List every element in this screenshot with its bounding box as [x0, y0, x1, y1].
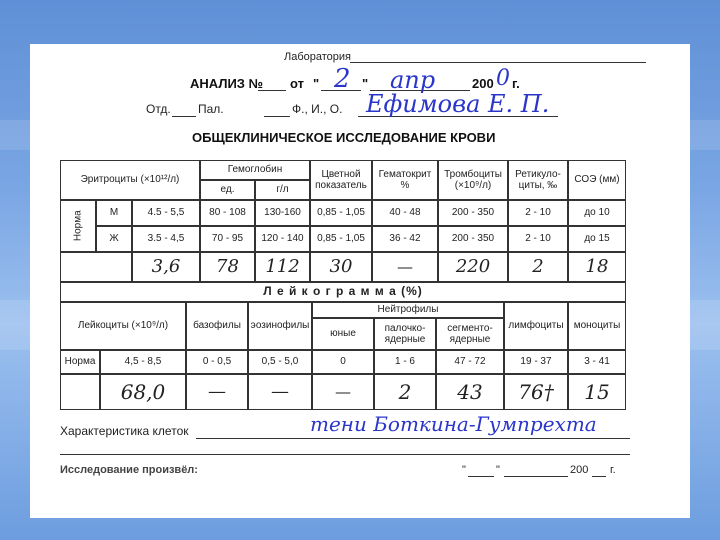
norm-male-color-index: 0,85 - 1,05: [310, 200, 372, 226]
footer-year-line: [592, 476, 606, 477]
header-platelets: Тромбоциты (×10⁹/л): [438, 160, 508, 200]
form-title: ОБЩЕКЛИНИЧЕСКОЕ ИССЛЕДОВАНИЕ КРОВИ: [192, 130, 496, 145]
header-hemoglobin-gl: г/л: [255, 180, 310, 200]
result-monocytes: 15: [568, 374, 626, 410]
result-erythrocytes: 3,6: [132, 252, 200, 282]
header-esr: СОЭ (мм): [568, 160, 626, 200]
laboratory-line: [350, 62, 646, 63]
sex-male: М: [96, 200, 132, 226]
footer-date-quote-close: ": [496, 464, 500, 476]
norm-female-platelets: 200 - 350: [438, 226, 508, 252]
leuko-norma-label: Норма: [60, 350, 100, 374]
footer-year-suffix: г.: [610, 464, 616, 476]
header-hemoglobin-units: ед.: [200, 180, 255, 200]
result-young: —: [312, 374, 374, 410]
handwritten-cells-characteristic: тени Боткина-Гумпрехта: [310, 412, 597, 436]
norm-male-erythrocytes: 4.5 - 5,5: [132, 200, 200, 226]
result-esr: 18: [568, 252, 626, 282]
fio-label: Ф., И., О.: [292, 102, 343, 116]
header-erythrocytes: Эритроциты (×10¹²/л): [60, 160, 200, 200]
date-quote-close: ": [362, 76, 369, 91]
norma-label: Норма: [72, 210, 84, 242]
header-segmented: сегменто-ядерные: [436, 318, 504, 350]
result-hematocrit: —: [372, 252, 438, 282]
handwritten-day: 2: [334, 64, 351, 94]
header-basophils: базофилы: [186, 302, 248, 350]
result-platelets: 220: [438, 252, 508, 282]
header-color-index: Цветной показатель: [310, 160, 372, 200]
blood-test-table: [60, 160, 658, 452]
norm-male-platelets: 200 - 350: [438, 200, 508, 226]
header-hemoglobin: Гемоглобин: [200, 160, 310, 180]
header-band: палочко-ядерные: [374, 318, 436, 350]
result-lymphocytes: 76†: [504, 374, 568, 410]
footer-month-line: [504, 476, 568, 477]
norm-leukocytes: 4,5 - 8,5: [100, 350, 186, 374]
header-eosinophils: эозинофилы: [248, 302, 312, 350]
handwritten-patient-name: Ефимова Е. П.: [366, 90, 550, 118]
norm-female-hgb-units: 70 - 95: [200, 226, 255, 252]
handwritten-year: 0: [496, 66, 510, 91]
norm-male-hgb-units: 80 - 108: [200, 200, 255, 226]
leukogram-title: Л е й к о г р а м м а (%): [60, 282, 626, 302]
analysis-number-line: [258, 90, 286, 91]
header-lymphocytes: лимфоциты: [504, 302, 568, 350]
norm-female-esr: до 15: [568, 226, 626, 252]
footer-day-line: [468, 476, 494, 477]
norm-female-erythrocytes: 3.5 - 4,5: [132, 226, 200, 252]
header-leukocytes: Лейкоциты (×10⁹/л): [60, 302, 186, 350]
analysis-form: [30, 44, 690, 518]
norm-segmented: 47 - 72: [436, 350, 504, 374]
ward-line: [264, 116, 290, 117]
department-line: [172, 116, 196, 117]
norm-lymphocytes: 19 - 37: [504, 350, 568, 374]
year-prefix: 200: [472, 76, 494, 91]
result-hgb-units: 78: [200, 252, 255, 282]
date-quote-open: ": [313, 76, 320, 91]
norm-female-hgb-gl: 120 - 140: [255, 226, 310, 252]
result-reticulocytes: 2: [508, 252, 568, 282]
footer-year-prefix: 200: [570, 464, 589, 476]
leuko-result-label: [60, 374, 100, 410]
handwritten-month: апр: [390, 66, 436, 94]
year-suffix: г.: [512, 76, 520, 91]
norm-female-hematocrit: 36 - 42: [372, 226, 438, 252]
result-band: 2: [374, 374, 436, 410]
cells-characteristic-line: [196, 438, 630, 439]
norm-male-hgb-gl: 130-160: [255, 200, 310, 226]
norma-cell: [60, 200, 96, 252]
result-eosinophils: —: [248, 374, 312, 410]
norm-male-reticulocytes: 2 - 10: [508, 200, 568, 226]
sex-female: Ж: [96, 226, 132, 252]
laboratory-label: Лаборатория: [284, 51, 351, 63]
norm-young: 0: [312, 350, 374, 374]
header-monocytes: моноциты: [568, 302, 626, 350]
header-reticulocytes: Ретикуло-циты, ‰: [508, 160, 568, 200]
cells-characteristic-label: Характеристика клеток: [60, 424, 189, 438]
norm-band: 1 - 6: [374, 350, 436, 374]
header-hematocrit: Гематокрит %: [372, 160, 438, 200]
cells-characteristic-line-2: [60, 454, 630, 455]
norm-basophils: 0 - 0,5: [186, 350, 248, 374]
performed-by-label: Исследование произвёл:: [60, 464, 198, 476]
norm-female-color-index: 0,85 - 1,05: [310, 226, 372, 252]
norm-female-reticulocytes: 2 - 10: [508, 226, 568, 252]
result-color-index: 30: [310, 252, 372, 282]
result-basophils: —: [186, 374, 248, 410]
footer-date-quote-open: ": [462, 464, 466, 476]
header-young: юные: [312, 318, 374, 350]
norm-monocytes: 3 - 41: [568, 350, 626, 374]
result-segmented: 43: [436, 374, 504, 410]
ward-label: Пал.: [198, 102, 224, 116]
norm-eosinophils: 0,5 - 5,0: [248, 350, 312, 374]
from-label: от: [290, 76, 304, 91]
result-leukocytes: 68,0: [100, 374, 186, 410]
department-label: Отд.: [146, 102, 171, 116]
result-hgb-gl: 112: [255, 252, 310, 282]
header-neutrophils: Нейтрофилы: [312, 302, 504, 318]
result-row-label: [60, 252, 132, 282]
analysis-number-label: АНАЛИЗ №: [190, 76, 264, 91]
norm-male-esr: до 10: [568, 200, 626, 226]
norm-male-hematocrit: 40 - 48: [372, 200, 438, 226]
